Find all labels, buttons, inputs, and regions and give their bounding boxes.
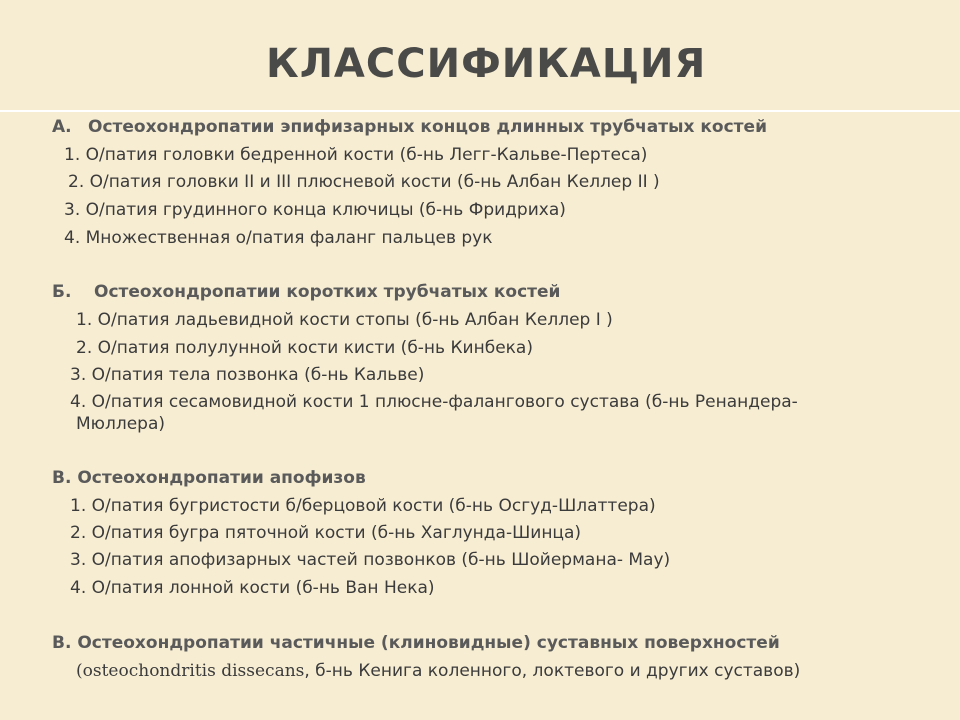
section-v2-title: Остеохондропатии частичные (клиновидные) суставных поверхностей: [77, 633, 780, 653]
slide-title: КЛАССИФИКАЦИЯ: [266, 41, 707, 87]
list-item: 2. О/патия бугра пяточной кости (б-нь Хаглунда-Шинца): [70, 523, 582, 543]
list-item: 2. О/патия полулунной кости кисти (б-нь Кинбека): [76, 338, 533, 358]
list-item: 3. О/патия апофизарных частей позвонков (б-нь Шойермана- Мау): [70, 550, 671, 570]
section-v2-note: [76, 660, 800, 682]
section-a-label: А.: [52, 117, 72, 137]
section-v-label: В.: [52, 468, 72, 488]
list-item-continuation: Мюллера): [76, 414, 166, 434]
title-divider: [0, 110, 960, 112]
section-v2-heading: [52, 632, 780, 654]
section-v-heading: [52, 467, 366, 489]
section-v-title: Остеохондропатии апофизов: [77, 468, 366, 488]
list-item: 4. О/патия лонной кости (б-нь Ван Нека): [70, 578, 435, 598]
section-b-heading: [52, 281, 560, 303]
note-latin-term: (osteochondritis dissecans: [76, 661, 305, 681]
list-item: 1. О/патия ладьевидной кости стопы (б-нь Албан Келлер I ): [76, 310, 613, 330]
section-v2-label: В.: [52, 633, 72, 653]
section-a-heading: [52, 116, 767, 138]
list-item: 4. Множественная о/патия фаланг пальцев рук: [64, 228, 493, 248]
note-description: , б-нь Кенига коленного, локтевого и других суставов): [304, 661, 801, 681]
list-item: 4. О/патия сесамовидной кости 1 плюсне-фалангового сустава (б-нь Ренандера-: [70, 392, 798, 412]
list-item: 3. О/патия тела позвонка (б-нь Кальве): [70, 365, 425, 385]
section-b-title: Остеохондропатии коротких трубчатых костей: [94, 282, 561, 302]
section-b-label: Б.: [52, 282, 72, 302]
list-item: 3. О/патия грудинного конца ключицы (б-нь Фридриха): [64, 200, 566, 220]
list-item: 2. О/патия головки II и III плюсневой кости (б-нь Албан Келлер II ): [68, 172, 660, 192]
list-item: 1. О/патия головки бедренной кости (б-нь Легг-Кальве-Пертеса): [64, 145, 648, 165]
section-a-title: Остеохондропатии эпифизарных концов длинных трубчатых костей: [88, 117, 767, 137]
list-item: 1. О/патия бугристости б/берцовой кости (б-нь Осгуд-Шлаттера): [70, 496, 656, 516]
